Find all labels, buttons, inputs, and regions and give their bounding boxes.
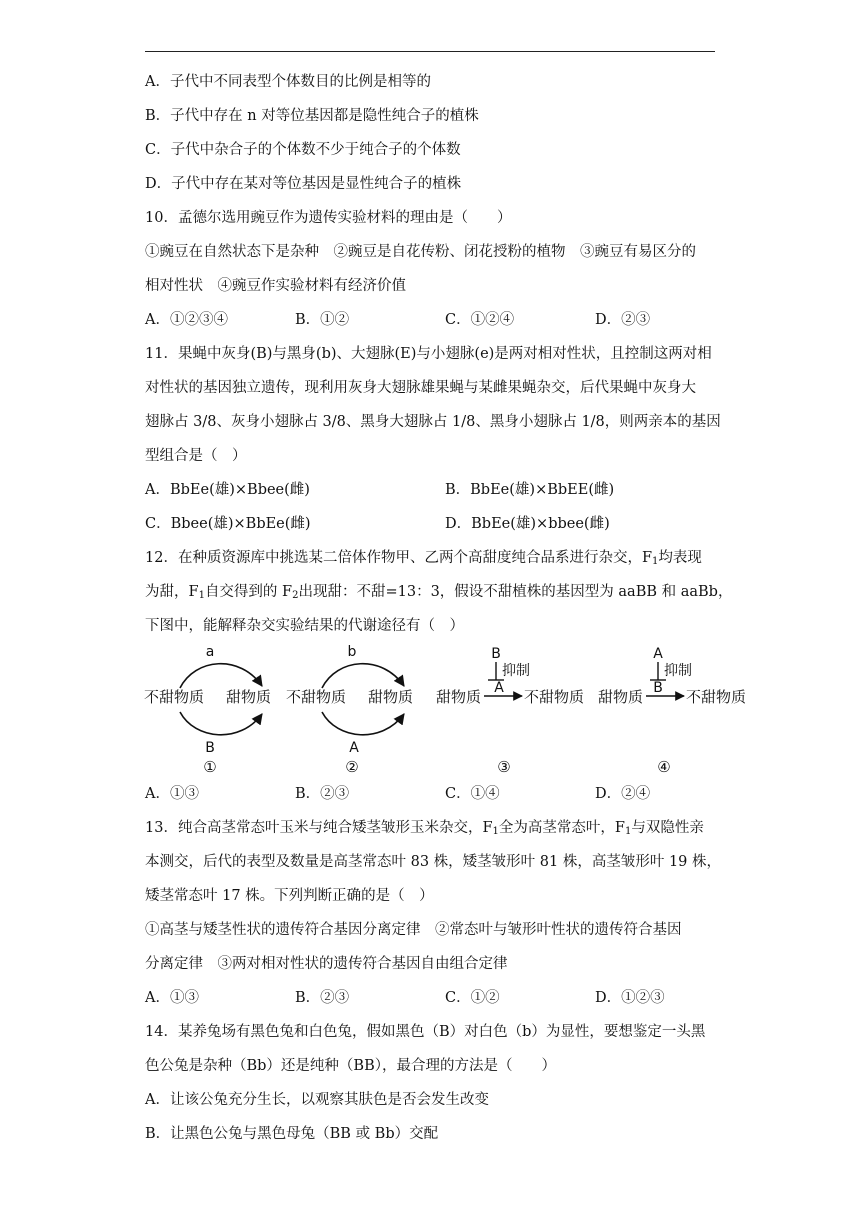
header-rule [145,51,715,52]
d2-enzyme-top: b [347,644,357,660]
q11-option-a: A．BbEe(雄)×Bbee(雌) [145,482,310,498]
d2-substrate: 不甜物质 [286,688,347,706]
q13-stem-line1: 13．纯合高茎常态叶玉米与纯合矮茎皱形玉米杂交，$F_1$全为高茎常态叶，$F_1$与双隐性亲 [145,820,704,837]
q11-option-c: C．Bbee(雄)×BbEe(雌) [145,516,311,532]
d3-substrate: 甜物质 [436,688,482,706]
q13-stem-line3: 矮茎常态叶 17 株。下列判断正确的是（ ） [145,888,434,904]
d1-product: 甜物质 [226,688,272,706]
q13-statement-line2: 分离定律 ③两对相对性状的遗传符合基因自由组合定律 [145,956,508,972]
q11-stem-line1: 11．果蝇中灰身(B)与黑身(b)、大翅脉(E)与小翅脉(e)是两对相对性状，且控制这两对相 [145,346,712,362]
q11-option-d: D．BbEe(雄)×bbee(雌) [445,516,610,532]
q10-option-a: A．①②③④ [145,312,228,328]
q9-option-a: A．子代中不同表型个体数目的比例是相等的 [145,74,431,90]
q12-option-c: C．①④ [445,786,500,802]
q13-option-c: C．①② [445,990,500,1006]
q12-stem-line3: 下图中，能解释杂交实验结果的代谢途径有（ ） [145,618,464,634]
q12-option-b: B．②③ [295,786,350,802]
d3-inhibitor-gene: B [491,646,501,662]
q13-stem-line2: 本测交，后代的表型及数量是高茎常态叶 83 株，矮茎皱形叶 81 株，高茎皱形叶 19 株， [145,854,722,870]
q13-option-b: B．②③ [295,990,350,1006]
metabolic-pathway-figure [140,640,760,780]
q10-option-b: B．①② [295,312,350,328]
q10-option-c: C．①②④ [445,312,515,328]
d4-enzyme-gene: B [653,680,663,696]
q13-option-a: A．①③ [145,990,199,1006]
d3-inhibit-label: 抑制 [502,663,530,679]
d4-product: 不甜物质 [686,688,747,706]
q11-stem-line2: 对性状的基因独立遗传，现利用灰身大翅脉雄果蝇与某雌果蝇杂交，后代果蝇中灰身大 [145,380,696,396]
pathway-diagram-4 [598,646,746,776]
d1-enzyme-top: a [205,644,215,660]
q12-stem-line1: 12．在种质资源库中挑选某二倍体作物甲、乙两个高甜度纯合品系进行杂交，$F_1$均表现 [145,550,702,567]
q12-option-a: A．①③ [145,786,199,802]
pathway-diagram-2 [286,644,413,776]
q11-stem-line3: 翅脉占 3/8、灰身小翅脉占 3/8、黑身大翅脉占 1/8、黑身小翅脉占 1/8，则两亲本的基因 [145,414,721,430]
q10-statement-line2: 相对性状 ④豌豆作实验材料有经济价值 [145,278,406,294]
q12-stem-line2: 为甜，$F_1$自交得到的 $F_2$出现甜：不甜=13：3，假设不甜植株的基因型为 aaBB 和 aaBb， [145,584,733,601]
d4-substrate: 甜物质 [598,688,644,706]
d3-product: 不甜物质 [524,688,585,706]
d2-enzyme-bottom: A [349,740,359,756]
q9-option-d: D．子代中存在某对等位基因是显性纯合子的植株 [145,176,462,192]
q11-stem-line4: 型组合是（ ） [145,448,247,464]
d4-number: ④ [657,758,671,776]
q14-stem-line2: 色公兔是杂种（Bb）还是纯种（BB），最合理的方法是（ ） [145,1058,556,1074]
q10-stem: 10．孟德尔选用豌豆作为遗传实验材料的理由是（ ） [145,210,512,226]
q9-option-c: C．子代中杂合子的个体数不少于纯合子的个体数 [145,142,461,158]
pathway-diagram-3 [436,646,584,776]
d1-number: ① [203,758,217,776]
q14-option-b: B．让黑色公兔与黑色母兔（BB 或 Bb）交配 [145,1126,439,1142]
d2-number: ② [345,758,359,776]
d2-product: 甜物质 [368,688,414,706]
d4-inhibit-label: 抑制 [664,663,692,679]
q11-option-b: B．BbEe(雄)×BbEE(雌) [445,482,615,498]
pathway-diagram-1 [144,644,271,776]
d1-enzyme-bottom: B [205,740,215,756]
q13-statement-line1: ①高茎与矮茎性状的遗传符合基因分离定律 ②常态叶与皱形叶性状的遗传符合基因 [145,922,682,938]
d3-enzyme-gene: A [494,680,504,696]
q10-statement-line1: ①豌豆在自然状态下是杂种 ②豌豆是自花传粉、闭花授粉的植物 ③豌豆有易区分的 [145,244,696,260]
d3-number: ③ [497,758,511,776]
q12-option-d: D．②④ [595,786,651,802]
d4-inhibitor-gene: A [653,646,663,662]
q14-option-a: A．让该公兔充分生长，以观察其肤色是否会发生改变 [145,1092,489,1108]
q10-option-d: D．②③ [595,312,651,328]
q9-option-b: B．子代中存在 n 对等位基因都是隐性纯合子的植株 [145,108,479,124]
q13-option-d: D．①②③ [595,990,665,1006]
q14-stem-line1: 14．某养兔场有黑色兔和白色兔，假如黑色（B）对白色（b）为显性，要想鉴定一头黑 [145,1024,706,1040]
d1-substrate: 不甜物质 [144,688,205,706]
